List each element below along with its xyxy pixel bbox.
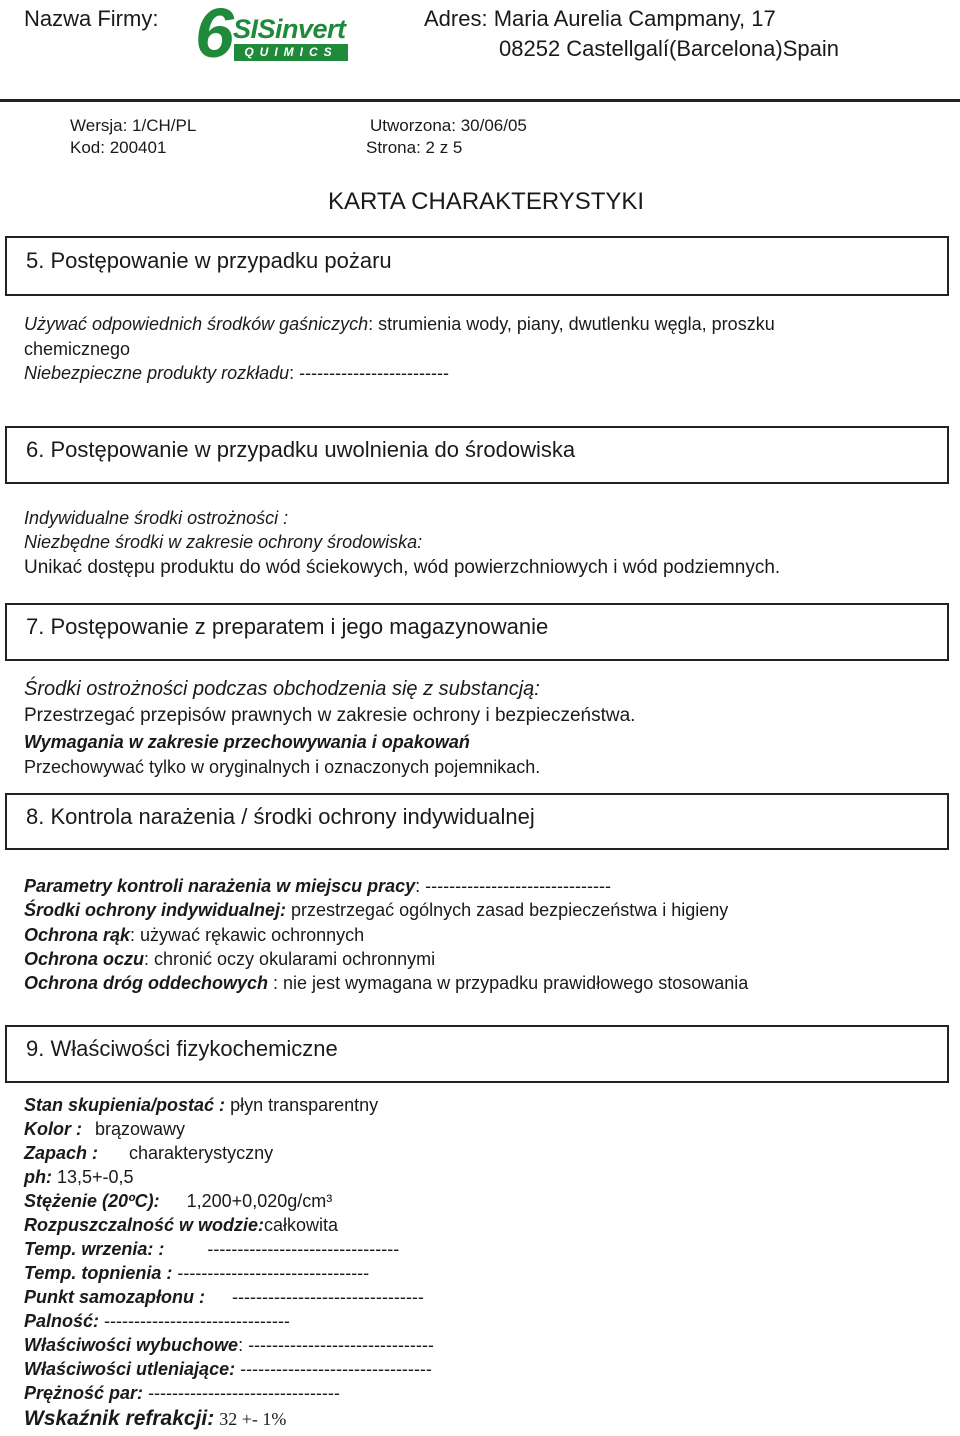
- company-label: Nazwa Firmy:: [24, 6, 159, 31]
- hazardous-products: [24, 363, 449, 384]
- solubility-row: [24, 1215, 338, 1236]
- section-7-box: [5, 603, 949, 661]
- section-5-box: [5, 236, 949, 296]
- explosive-label: Właściwości wybuchowe: [24, 1335, 239, 1355]
- header-divider: [0, 99, 960, 102]
- section-8-box: [5, 793, 949, 850]
- hand-protection-label: Ochrona rąk: [24, 925, 131, 945]
- refraction-row: [24, 1407, 286, 1431]
- vapor-pressure-label: Prężność par:: [24, 1383, 144, 1403]
- exposure-label: Parametry kontroli narażenia w miejscu pracy: [24, 876, 416, 896]
- eye-protection-value: : chronić oczy okularami ochronnymi: [144, 949, 436, 969]
- exposure-row: [24, 876, 611, 897]
- created-date: Utworzona: 30/06/05: [370, 116, 527, 135]
- oxidizing-value: --------------------------------: [240, 1359, 432, 1379]
- logo-wordmark: SISinvert: [233, 14, 346, 44]
- flammability-row: [24, 1311, 290, 1332]
- melting-point-label: Temp. topnienia :: [24, 1263, 173, 1283]
- odor-label: Zapach :: [24, 1143, 99, 1163]
- avoid-contamination: Unikać dostępu produktu do wód ściekowych, wód powierzchniowych i wód podziemnych.: [24, 557, 781, 578]
- flash-point-label: Punkt samozapłonu :: [24, 1287, 206, 1307]
- personal-precautions: Indywidualne środki ostrożności :: [24, 508, 289, 528]
- melting-point-row: [24, 1263, 369, 1284]
- product-code: Kod: 200401: [70, 138, 167, 157]
- hand-protection-value: : używać rękawic ochronnych: [130, 925, 365, 945]
- density-label: Stężenie (20ºC):: [24, 1191, 160, 1211]
- flash-point-row: [24, 1287, 424, 1308]
- hazard-label: Niebezpieczne produkty rozkładu: [24, 363, 290, 383]
- respiratory-protection-row: [24, 973, 748, 994]
- boiling-point-value: --------------------------------: [207, 1239, 400, 1259]
- vapor-pressure-row: [24, 1383, 340, 1404]
- physical-state-label: Stan skupienia/postać :: [24, 1095, 226, 1115]
- ppe-value: przestrzegać ogólnych zasad bezpieczeństwa i higieny: [286, 900, 729, 920]
- odor-value: charakterystyczny: [129, 1143, 274, 1163]
- page-number: Strona: 2 z 5: [366, 138, 463, 157]
- extinguishing-label: Używać odpowiednich środków gaśniczych: [24, 314, 369, 334]
- color-row: [24, 1119, 185, 1140]
- section-5-title: 5. Postępowanie w przypadku pożaru: [26, 248, 392, 273]
- solubility-label: Rozpuszczalność w wodzie:: [24, 1215, 265, 1235]
- extinguishing-media: [24, 314, 775, 335]
- flammability-value: -------------------------------: [104, 1311, 290, 1331]
- refraction-label: Wskaźnik refrakcji:: [24, 1407, 215, 1430]
- flash-point-value: --------------------------------: [232, 1287, 424, 1307]
- ppe-row: [24, 900, 728, 921]
- refraction-value: 32 +- 1%: [219, 1409, 287, 1429]
- eye-protection-row: [24, 949, 435, 970]
- boiling-point-row: [24, 1239, 399, 1260]
- storage-value: Przechowywać tylko w oryginalnych i oznaczonych pojemnikach.: [24, 757, 541, 777]
- oxidizing-label: Właściwości utleniające:: [24, 1359, 236, 1379]
- vapor-pressure-value: --------------------------------: [148, 1383, 340, 1403]
- odor-row: [24, 1143, 273, 1164]
- melting-point-value: --------------------------------: [177, 1263, 370, 1283]
- logo-subtitle: QUIMICS: [234, 44, 348, 61]
- extinguishing-value: : strumienia wody, piany, dwutlenku węgla, proszku: [368, 314, 775, 334]
- ph-value: 13,5+-0,5: [57, 1167, 134, 1187]
- respiratory-protection-label: Ochrona dróg oddechowych: [24, 973, 269, 993]
- physical-state-row: [24, 1095, 378, 1116]
- document-title: KARTA CHARAKTERYSTYKI: [328, 188, 645, 215]
- ppe-label: Środki ochrony indywidualnej:: [24, 900, 287, 920]
- hazard-value: : -------------------------: [289, 363, 450, 383]
- extinguishing-continuation: chemicznego: [24, 339, 131, 359]
- flammability-label: Palność:: [24, 1311, 100, 1331]
- color-label: Kolor :: [24, 1119, 82, 1139]
- handling-label: Środki ostrożności podczas obchodzenia się z substancją:: [24, 678, 540, 700]
- exposure-value: : -------------------------------: [415, 876, 611, 896]
- section-9-title: 9. Właściwości fizykochemiczne: [26, 1036, 338, 1061]
- density-row: [24, 1191, 332, 1212]
- section-6-box: [5, 426, 949, 484]
- version: Wersja: 1/CH/PL: [70, 116, 197, 135]
- section-6-title: 6. Postępowanie w przypadku uwolnienia do środowiska: [26, 437, 576, 462]
- oxidizing-row: [24, 1359, 432, 1380]
- handling-value: Przestrzegać przepisów prawnych w zakresie ochrony i bezpieczeństwa.: [24, 705, 636, 726]
- ph-label: ph:: [24, 1167, 52, 1187]
- boiling-point-label: Temp. wrzenia: :: [24, 1239, 165, 1259]
- physical-state-value: płyn transparentny: [230, 1095, 379, 1115]
- color-value: brązowawy: [95, 1119, 186, 1139]
- eye-protection-label: Ochrona oczu: [24, 949, 145, 969]
- section-7-title: 7. Postępowanie z preparatem i jego magazynowanie: [26, 614, 549, 639]
- solubility-value: całkowita: [264, 1215, 339, 1235]
- address-line-2: 08252 Castellgalí(Barcelona)Spain: [499, 36, 839, 61]
- ph-row: [24, 1167, 134, 1188]
- hand-protection-row: [24, 925, 364, 946]
- explosive-value: : -------------------------------: [238, 1335, 434, 1355]
- environmental-precautions: Niezbędne środki w zakresie ochrony środowiska:: [24, 532, 423, 552]
- address-line-1: Adres: Maria Aurelia Campmany, 17: [424, 6, 776, 31]
- logo-numeral: 6: [195, 0, 234, 72]
- section-9-box: [5, 1025, 949, 1083]
- storage-label: Wymagania w zakresie przechowywania i opakowań: [24, 732, 470, 752]
- respiratory-protection-value: : nie jest wymagana w przypadku prawidłowego stosowania: [268, 973, 749, 993]
- density-value: 1,200+0,020g/cm³: [186, 1191, 333, 1211]
- explosive-row: [24, 1335, 434, 1356]
- section-8-title: 8. Kontrola narażenia / środki ochrony indywidualnej: [26, 804, 535, 829]
